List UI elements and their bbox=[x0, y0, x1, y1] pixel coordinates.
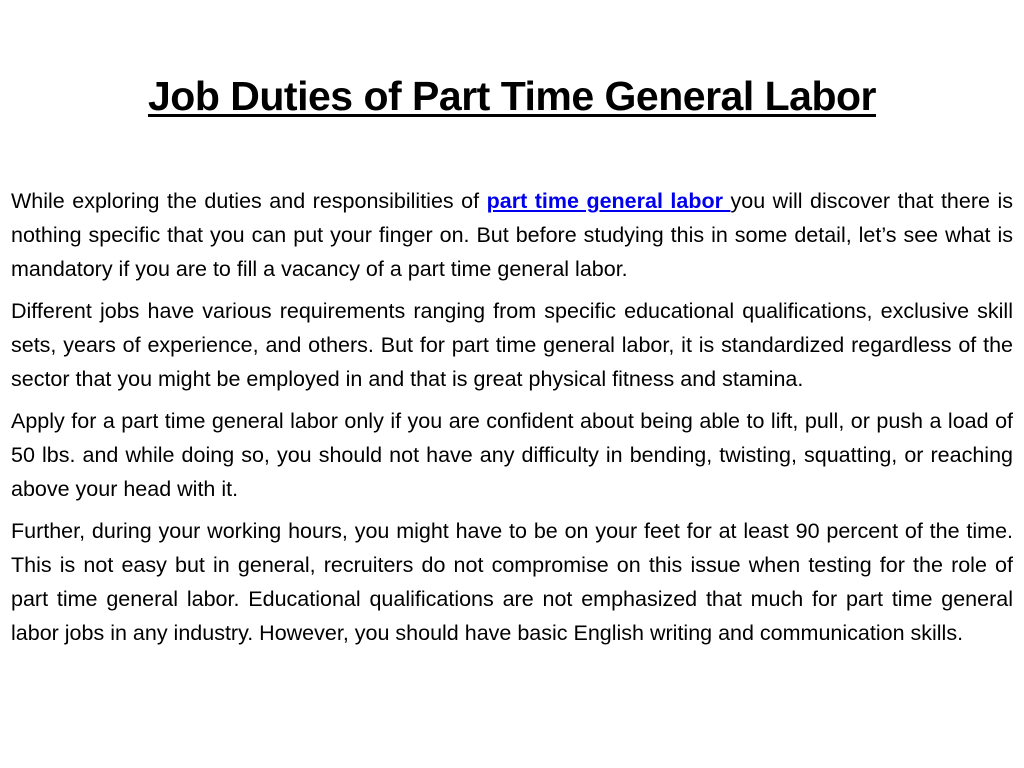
paragraph-4: Further, during your working hours, you might have to be on your feet for at least 90 percent of the time. This is not easy but in general, recruiters do not compromise on this issue when testing for the role of part time general labor. Educational qualifications are not emphasized that much for part time general labor jobs in any industry. However, you should have basic English writing and communication skills. bbox=[11, 519, 1013, 645]
paragraph-2: Different jobs have various requirements ranging from specific educational qualifications, exclusive skill sets, years of experience, and others. But for part time general labor, it is standardized regardless of the sector that you might be employed in and that is great physical fitness and stamina. bbox=[11, 299, 1013, 391]
page-title bbox=[0, 66, 1024, 126]
page-title-text: Job Duties of Part Time General Labor bbox=[147, 73, 877, 119]
paragraph-1 bbox=[11, 184, 1013, 286]
paragraph-1-intro: While exploring the duties and responsibilities of bbox=[11, 189, 487, 213]
paragraph-3: Apply for a part time general labor only if you are confident about being able to lift, pull, or push a load of 50 lbs. and while doing so, you should not have any difficulty in bending, twisting, squatting, or reaching above your head with it. bbox=[11, 409, 1013, 501]
body-text bbox=[11, 184, 1013, 658]
paragraph-1-rest: you will discover that there is nothing specific that you can put your finger on. But before studying this in some detail, let’s see what is mandatory if you are to fill a vacancy of a part time general labor. bbox=[11, 189, 1013, 281]
part-time-general-labor-link[interactable]: part time general labor bbox=[486, 189, 731, 213]
